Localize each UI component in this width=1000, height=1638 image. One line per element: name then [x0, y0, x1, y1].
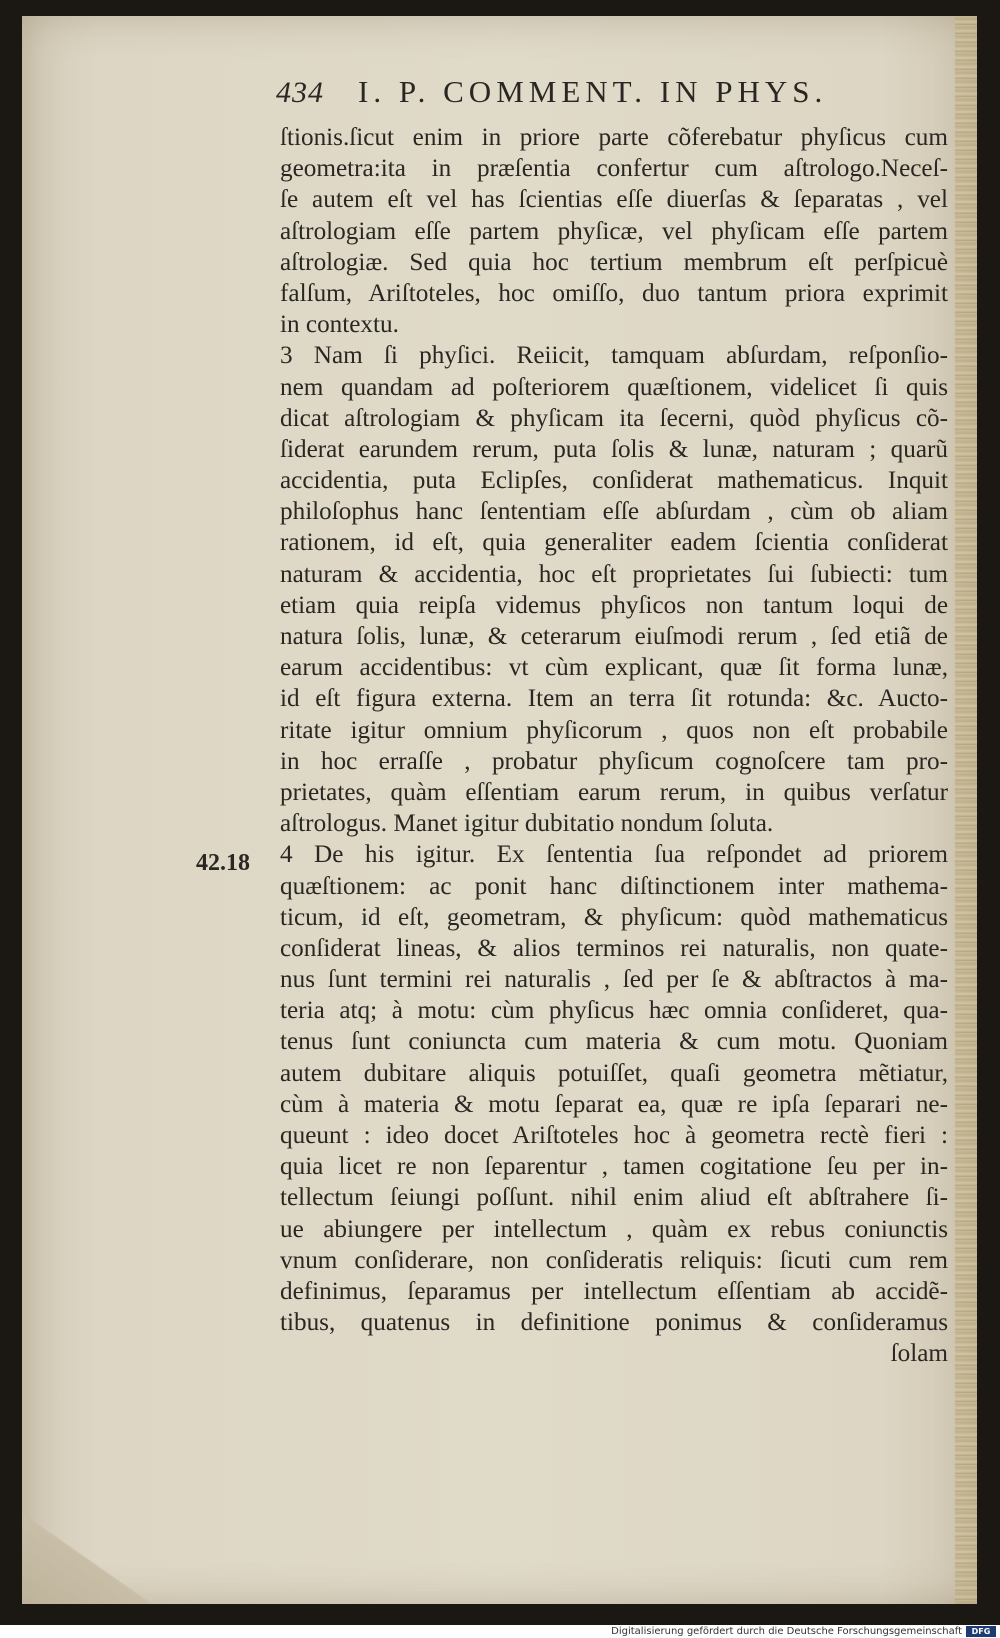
- text-line: etiam quia reipſa videmus phyſicos non tantum loqui de: [280, 591, 948, 619]
- text-line: ſiderat earundem rerum, puta ſolis & lunæ, naturam ; quarũ: [280, 435, 948, 463]
- margin-reference: 42.18: [196, 850, 250, 876]
- text-line: accidentia, puta Eclipſes, conſiderat mathematicus. Inquit: [280, 467, 948, 495]
- footer-bar: [0, 1625, 1000, 1638]
- text-line: naturam & accidentia, hoc eſt proprietates ſui ſubiecti: tum: [280, 560, 948, 588]
- text-line: philoſophus hanc ſententiam eſſe abſurdam , cùm ob aliam: [280, 498, 948, 526]
- text-line: dicat aſtrologiam & phyſicam ita ſecerni, quòd phyſicus cõ-: [280, 404, 948, 432]
- text-line: 3 Nam ſi phyſici. Reiicit, tamquam abſurdam, reſponſio-: [280, 342, 948, 370]
- body-text: [280, 122, 948, 1370]
- text-line: quæſtionem: ac ponit hanc diſtinctionem inter mathema-: [280, 872, 948, 900]
- text-line: autem dubitare aliquis potuiſſet, quaſi geometra mẽtiatur,: [280, 1059, 948, 1087]
- text-line: falſum, Ariſtoteles, hoc omiſſo, duo tantum priora exprimit: [280, 279, 948, 307]
- text-line: 4 De his igitur. Ex ſententia ſua reſpondet ad priorem: [280, 841, 948, 869]
- text-line: queunt : ideo docet Ariſtoteles hoc à geometra rectè fieri :: [280, 1122, 948, 1149]
- text-line: in hoc erraſſe , probatur phyſicum cognoſcere tam pro-: [280, 747, 948, 775]
- dfg-logo: DFG: [966, 1626, 996, 1637]
- text-line: in contextu.: [280, 311, 399, 339]
- text-line: quia licet re non ſeparentur , tamen cogitatione ſeu per in-: [280, 1153, 948, 1181]
- running-title: I. P. COMMENT. IN PHYS.: [358, 74, 828, 109]
- text-line: ſtionis.ſicut enim in priore parte cõferebatur phyſicus cum: [280, 124, 948, 151]
- funding-notice: Digitalisierung gefördert durch die Deutsche Forschungsgemeinschaft: [611, 1626, 962, 1637]
- text-line: ticum, id eſt, geometram, & phyſicum: quòd mathematicus: [280, 903, 948, 931]
- text-line: id eſt figura externa. Item an terra ſit rotunda: &c. Aucto-: [280, 685, 948, 713]
- text-line: geometra:ita in præſentia confertur cum aſtrologo.Neceſ-: [280, 155, 948, 183]
- text-line: nus ſunt termini rei naturalis , ſed per ſe & abſtractos à ma-: [280, 966, 948, 994]
- catchword: ſolam: [890, 1340, 948, 1368]
- text-line: tibus, quatenus in definitione ponimus & conſideramus: [280, 1309, 948, 1337]
- text-line: nem quandam ad poſteriorem quæſtionem, videlicet ſi quis: [280, 373, 948, 401]
- text-line: tenus ſunt coniuncta cum materia & cum motu. Quoniam: [280, 1028, 948, 1056]
- text-line: ue abiungere per intellectum , quàm ex rebus coniunctis: [280, 1215, 948, 1243]
- text-line: conſiderat lineas, & alios terminos rei naturalis, non quate-: [280, 934, 948, 962]
- text-line: natura ſolis, lunæ, & ceterarum eiuſmodi rerum , ſed etiã de: [280, 623, 948, 650]
- running-head: [276, 70, 896, 116]
- text-line: aſtrologiam eſſe partem phyſicæ, vel phyſicam eſſe partem: [280, 217, 948, 245]
- text-line: vnum conſiderare, non conſideratis reliquis: ſicuti cum rem: [280, 1246, 948, 1274]
- page-edge: [955, 16, 977, 1604]
- text-line: rationem, id eſt, quia generaliter eadem ſcientia conſiderat: [280, 529, 948, 557]
- text-line: ſe autem eſt vel has ſcientias eſſe diuerſas & ſeparatas , vel: [280, 186, 948, 214]
- text-line: earum accidentibus: vt cùm explicant, quæ ſit forma lunæ,: [280, 654, 948, 682]
- text-line: teria atq; à motu: cùm phyſicus hæc omnia conſideret, qua-: [280, 997, 948, 1025]
- text-line: aſtrologiæ. Sed quia hoc tertium membrum eſt perſpicuè: [280, 248, 948, 276]
- text-line: definimus, ſeparamus per intellectum eſſentiam ab accidẽ-: [280, 1277, 948, 1305]
- text-line: prietates, quàm eſſentiam earum rerum, in quibus verſatur: [280, 778, 948, 806]
- text-line: aſtrologus. Manet igitur dubitatio nondum ſoluta.: [280, 810, 774, 838]
- page-corner-fold: [22, 1509, 172, 1604]
- text-line: tellectum ſeiungi poſſunt. nihil enim aliud eſt abſtrahere ſi-: [280, 1184, 948, 1212]
- page-number: 434: [276, 76, 324, 109]
- text-line: cùm à materia & motu ſeparat ea, quæ re ipſa ſeparari ne-: [280, 1090, 948, 1118]
- text-line: ritate igitur omnium phyſicorum , quos non eſt probabile: [280, 716, 948, 744]
